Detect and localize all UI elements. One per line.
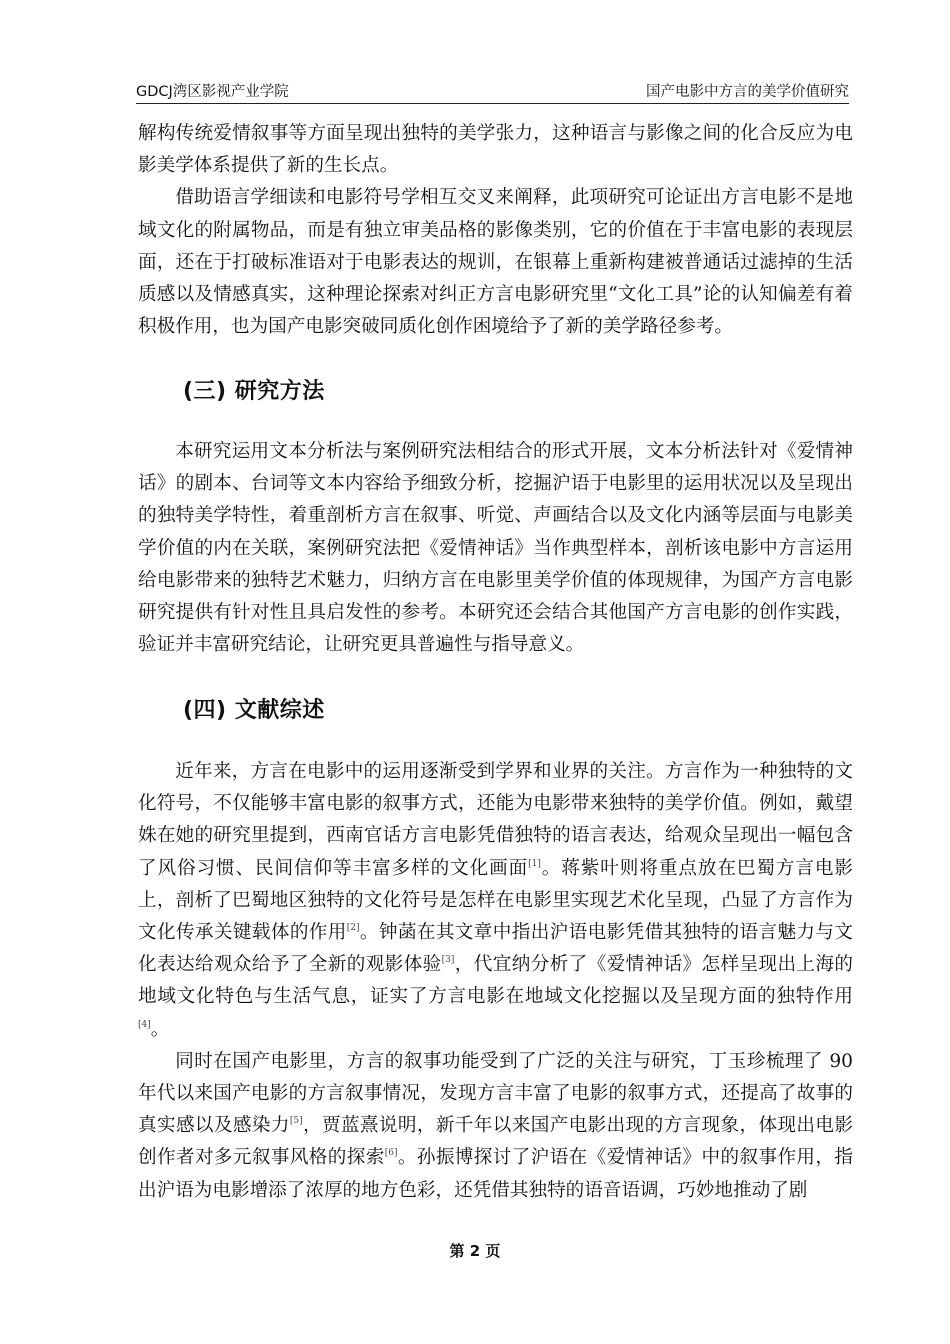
citation-ref[interactable]: [5] — [289, 1116, 303, 1127]
literature-paragraph-1: 近年来，方言在电影中的运用逐渐受到学界和业界的关注。方言作为一种独特的文化符号，不仅能够丰富电影的叙事方式，还能为电影带来独特的美学价值。例如，戴望姝在她的研究里提到，西南官话方言电影凭借独特的语言表达，给观众呈现出一幅包含了风俗习惯、民间信仰等丰富多样的文化画面[1]。蒋紫叶则将重点放在巴蜀方言电影上，剖析了巴蜀地区独特的文化符号是怎样在电影里实现艺术化呈现，凸显了方言作为文化传承关键载体的作用[2]。钟菡在其文章中指出沪语电影凭借其独特的语言魅力与文化表达给观众给予了全新的观影体验[3]，代宜纳分析了《爱情神话》怎样呈现出上海的地域文化特色与生活气息，证实了方言电影在地域文化挖掘以及呈现方面的独特作用[4]。 — [138, 761, 853, 1040]
literature-paragraph-2: 同时在国产电影里，方言的叙事功能受到了广泛的关注与研究，丁玉珍梳理了 90年代以来国产电影的方言叙事情况，发现方言丰富了电影的叙事方式，还提高了故事的真实感以及感染力[5]，贾蓝熹说明，新千年以来国产电影出现的方言现象，体现出电影创作者对多元叙事风格的探索[6]。孙振博探讨了沪语在《爱情神话》中的叙事作用，指出沪语为电影增添了浓厚的地方色彩，还凭借其独特的语音语调，巧妙地推动了剧 — [138, 1050, 853, 1201]
header-paper-title: 国产电影中方言的美学价值研究 — [646, 84, 849, 100]
methods-block — [138, 436, 853, 661]
citation-ref[interactable]: [6] — [384, 1148, 398, 1159]
section-heading-literature-review: (四) 文献综述 — [183, 698, 325, 723]
citation-ref[interactable]: [3] — [441, 955, 455, 966]
citation-ref[interactable]: [4] — [138, 1019, 151, 1030]
intro-paragraph-2: 借助语言学细读和电影符号学相互交叉来阐释，此项研究可论证出方言电影不是地域文化的附属物品，而是有独立审美品格的影像类别，它的价值在于丰富电影的表现层面，还在于打破标准语对于电影表达的规训，在银幕上重新构建被普通话过滤掉的生活质感以及情感真实，这种理论探索对纠正方言电影研究里“文化工具”论的认知偏差有着积极作用，也为国产电影突破同质化创作困境给予了新的美学路径参考。 — [138, 187, 853, 338]
page-header — [136, 74, 849, 104]
literature-block — [138, 756, 853, 1207]
header-rule — [136, 103, 849, 104]
intro-block — [138, 118, 853, 343]
header-institution: GDCJ湾区影视产业学院 — [136, 84, 289, 100]
intro-paragraph-1: 解构传统爱情叙事等方面呈现出独特的美学张力，这种语言与影像之间的化合反应为电影美学体系提供了新的生长点。 — [138, 123, 853, 177]
citation-ref[interactable]: [1] — [528, 858, 541, 869]
section-heading-methods: (三) 研究方法 — [183, 379, 325, 404]
methods-paragraph: 本研究运用文本分析法与案例研究法相结合的形式开展，文本分析法针对《爱情神话》的剧本、台词等文本内容给予细致分析，挖掘沪语于电影里的运用状况以及呈现出的独特美学特性，着重剖析方言在叙事、听觉、声画结合以及文化内涵等层面与电影美学价值的内在关联，案例研究法把《爱情神话》当作典型样本，剖析该电影中方言运用给电影带来的独特艺术魅力，归纳方言在电影里美学价值的体现规律，为国产方言电影研究提供有针对性且具启发性的参考。本研究还会结合其他国产方言电影的创作实践，验证并丰富研究结论，让研究更具普遍性与指导意义。 — [138, 441, 853, 656]
citation-ref[interactable]: [2] — [346, 923, 360, 934]
page-number: 第 2 页 — [449, 1242, 501, 1260]
